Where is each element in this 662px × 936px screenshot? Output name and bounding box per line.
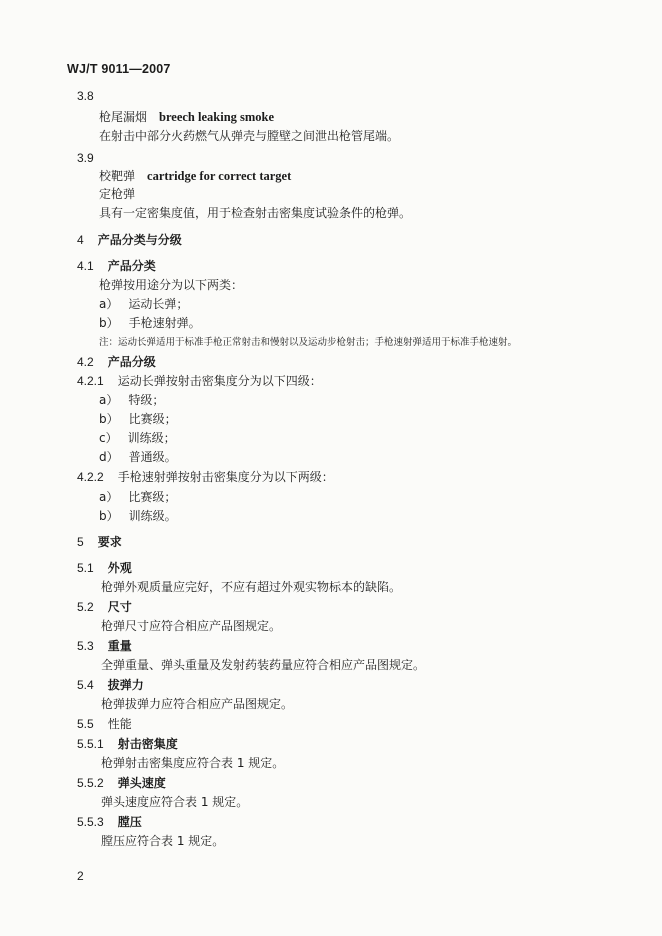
list-item-text: 比赛级； xyxy=(128,412,177,426)
clause-title: 拔弹力 xyxy=(107,678,144,692)
clause-title: 射击密集度 xyxy=(117,737,178,751)
list-item xyxy=(99,450,177,464)
clause-number: 5.5.3 xyxy=(77,815,104,829)
chapter-heading-4 xyxy=(77,233,182,247)
clause-heading-4-1 xyxy=(77,259,156,273)
list-item-text: 比赛级； xyxy=(128,490,177,504)
page-number: 2 xyxy=(77,869,84,883)
list-item-label: d） xyxy=(99,450,119,464)
list-item-label: a） xyxy=(99,393,119,407)
list-item-label: b） xyxy=(99,316,119,330)
clause-heading-5-5-2 xyxy=(77,776,166,790)
clause-text-5-5-3: 膛压应符合表 1 规定。 xyxy=(101,834,225,848)
clause-text: 运动长弹按射击密集度分为以下四级： xyxy=(117,374,322,388)
document-code: WJ/T 9011—2007 xyxy=(67,62,171,76)
chapter-heading-5 xyxy=(77,535,122,549)
clause-number: 5.5 xyxy=(77,717,94,731)
synonym-3-9: 定枪弹 xyxy=(99,187,136,201)
clause-4-2-1 xyxy=(77,374,322,388)
definition-3-9: 具有一定密集度值，用于检查射击密集度试验条件的枪弹。 xyxy=(99,206,412,220)
clause-title: 尺寸 xyxy=(107,600,132,614)
list-item-text: 训练级。 xyxy=(128,509,177,523)
term-en: breech leaking smoke xyxy=(159,110,275,124)
clause-text: 手枪速射弹按射击密集度分为以下两级： xyxy=(117,470,334,484)
list-item-label: b） xyxy=(99,509,119,523)
clause-heading-5-4 xyxy=(77,678,144,692)
list-item-label: b） xyxy=(99,412,119,426)
term-3-8 xyxy=(99,110,274,124)
clause-title: 性能 xyxy=(107,717,132,731)
clause-title: 重量 xyxy=(107,639,132,653)
clause-text-5-2: 枪弹尺寸应符合相应产品图规定。 xyxy=(101,619,282,633)
clause-number-3-8: 3.8 xyxy=(77,89,94,103)
clause-number: 4.2.2 xyxy=(77,470,104,484)
clause-number: 5.1 xyxy=(77,561,94,575)
list-item xyxy=(99,316,201,330)
clause-text-5-5-2: 弹头速度应符合表 1 规定。 xyxy=(101,795,249,809)
chapter-title: 要求 xyxy=(97,535,122,549)
list-item xyxy=(99,393,164,407)
clause-heading-5-3 xyxy=(77,639,132,653)
clause-text-5-3: 全弹重量、弹头重量及发射药装药量应符合相应产品图规定。 xyxy=(101,658,426,672)
list-item-label: c） xyxy=(99,431,118,445)
term-cn: 校靶弹 xyxy=(99,169,136,183)
term-3-9 xyxy=(99,169,291,183)
clause-text-5-5-1: 枪弹射击密集度应符合表 1 规定。 xyxy=(101,756,285,770)
note-4-1: 注：运动长弹适用于标准手枪正常射击和慢射以及运动步枪射击；手枪速射弹适用于标准手枪速射。 xyxy=(99,337,518,348)
clause-number: 5.3 xyxy=(77,639,94,653)
clause-4-2-2 xyxy=(77,470,334,484)
chapter-number: 5 xyxy=(77,535,84,549)
list-item-text: 训练级； xyxy=(127,431,176,445)
clause-heading-4-2 xyxy=(77,355,156,369)
term-cn: 枪尾漏烟 xyxy=(99,110,148,124)
definition-3-8: 在射击中部分火药燃气从弹壳与膛壁之间泄出枪管尾端。 xyxy=(99,129,400,143)
clause-title: 产品分级 xyxy=(107,355,156,369)
clause-number-3-9: 3.9 xyxy=(77,151,94,165)
list-item xyxy=(99,297,188,311)
list-item xyxy=(99,490,176,504)
clause-number: 5.5.1 xyxy=(77,737,104,751)
list-item xyxy=(99,431,176,445)
chapter-number: 4 xyxy=(77,233,84,247)
list-item-label: a） xyxy=(99,297,119,311)
clause-heading-5-5-1 xyxy=(77,737,178,751)
clause-heading-5-5 xyxy=(77,717,132,731)
clause-number: 4.2.1 xyxy=(77,374,104,388)
clause-title: 外观 xyxy=(107,561,132,575)
clause-text-5-1: 枪弹外观质量应完好，不应有超过外观实物标本的缺陷。 xyxy=(101,580,402,594)
clause-heading-5-2 xyxy=(77,600,132,614)
list-item-text: 特级； xyxy=(128,393,165,407)
term-en: cartridge for correct target xyxy=(147,169,292,183)
clause-number: 5.5.2 xyxy=(77,776,104,790)
list-item-text: 普通级。 xyxy=(128,450,177,464)
clause-intro-4-1: 枪弹按用途分为以下两类： xyxy=(99,278,244,292)
clause-title: 膛压 xyxy=(117,815,142,829)
clause-number: 5.2 xyxy=(77,600,94,614)
clause-title: 弹头速度 xyxy=(117,776,166,790)
clause-title: 产品分类 xyxy=(107,259,156,273)
clause-heading-5-5-3 xyxy=(77,815,142,829)
chapter-title: 产品分类与分级 xyxy=(97,233,182,247)
list-item-text: 手枪速射弹。 xyxy=(128,316,201,330)
list-item-text: 运动长弹； xyxy=(128,297,189,311)
clause-number: 4.1 xyxy=(77,259,94,273)
clause-text-5-4: 枪弹拔弹力应符合相应产品图规定。 xyxy=(101,697,294,711)
list-item xyxy=(99,412,177,426)
list-item-label: a） xyxy=(99,490,119,504)
clause-number: 4.2 xyxy=(77,355,94,369)
list-item xyxy=(99,509,177,523)
clause-heading-5-1 xyxy=(77,561,132,575)
clause-number: 5.4 xyxy=(77,678,94,692)
